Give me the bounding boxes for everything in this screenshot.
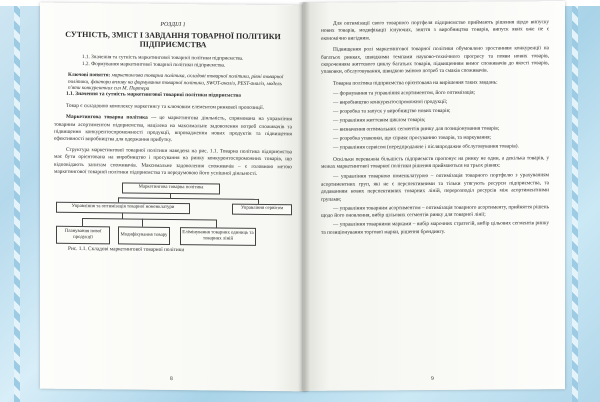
levels-list [321,173,549,237]
paragraph: Оскільки переважна більшість підприємств пропонує на ринку не один, а декілька товарів, у межах маркетингової товарної політики рішення приймаються на трьох рівнях: [321,154,549,170]
keywords-label: Ключові поняття: [68,72,111,79]
term-highlight: Маркетингова товарна політика [66,114,148,121]
diagram-connector [216,219,217,227]
list-item: — розробка упаковки, що сприяє просуванню товарів, та маркування; [333,134,492,142]
diagram-connector [82,218,216,220]
paragraph: Товар є складовою комплексу маркетингу та ключовим елементом ринкової пропозиції. [66,102,264,111]
list-item: — виробництво конкурентоспроможної продукції; [333,99,448,106]
chapter-title: СУТНІСТЬ, ЗМІСТ І ЗАВДАННЯ ТОВАРНОЇ ПОЛІТИКИ ПІДПРИЄМСТВА [65,30,281,50]
right-page [303,1,565,391]
toc-item: 1.1. Значення та сутність маркетингової товарної політики підприємства. [82,54,244,63]
paragraph: Підвищення ролі маркетингової товарної політики обумовлено зростанням конкуренції на багатьох ринках, швидкими темпами науково-технічного прогресу та появи нових товарів, скороченням життєвого циклу багатьох товарів, підвищенням вимог споживачів до якості товарів, упаковки, обслуговування, швидкою зміною потреб та смаків споживачів. [321,45,549,76]
structure-diagram [54,179,292,273]
list-item: — розробка та запуск у виробництво нових товарів; [333,108,451,115]
book-gutter [298,2,310,392]
diagram-box-bottom-3: Елімінування товарних одиниць та товарних ліній [180,227,256,246]
paragraph: Структура маркетингової товарної політики наведена на рис. 1.1. Товарна політика підприємства має бути орієнтована на виробництво і просування на ринку конкурентоспроможних товарів, що відповідають запитам споживачів. Максимальне задоволення споживачів – є головною метою маркетингової товарної політики підприємства та передумовою його успішної діяльності. [54,146,292,177]
diagram-connector [142,218,143,226]
list-item: — управління товарними марками – вибір марочних стратегій, вибір цільових сегментів ринку та позиціонування торгової марки, рішення брендингу. [321,220,549,236]
paragraph: Маркетингова товарна політика — це маркетингова діяльність, спрямована на управління товарним асортиментом підприємства, націлена на максимальне задоволення потреб споживачів та підвищення конкурентоспроможності продукції, впровадження нових продуктів та підвищення ефективності виробництва для одержання прибутку. [54,114,292,144]
section-heading: 1.1. Значення та сутність маркетингової товарної політики підприємства [66,91,241,100]
diagram-box-bottom-2: Модифікування товару [118,226,170,245]
tasks-list [321,89,549,152]
page-number: 9 [431,376,434,383]
diagram-box-bottom-1: Планування нової продукції [56,225,110,244]
list-item: — управління сервісом (передпродажне і післяпродажне обслуговування товарів). [333,143,519,151]
paragraph: Для оптимізації свого товарного портфеля підприємство приймають рішення щодо випуску нових товарів, модифікації існуючих, зняття з виробництва товарів, випуск яких вже не є економічно вигідним. [321,19,549,42]
diagram-box-top: Маркетингова товарна політика [122,182,220,194]
list-item: — формування та управління асортиментом, його оптимізація; [333,89,476,97]
page-number: 8 [170,375,173,382]
cover-pattern [14,6,20,402]
diagram-box-mid-right: Управління сервісом [232,203,292,215]
list-item: — визначення оптимальних сегментів ринку для позиціонування товарів; [333,125,500,133]
diagram-connector [118,197,258,199]
list-item: — управління товарним асортиментом – оптимізація товарного асортименту, прийняття рішень щодо його оновлення, вибір цільових сегментів ринку для товарної лінії; [321,203,549,219]
keywords-block [54,72,292,94]
keywords-text: маркетингова товарна політика, складові товарної політики, рівні товарної політики, фактори впливу на формування товарної політики, SWOT-аналіз, PEST-аналіз, модель п'яти конкурентних сил М. Портера [68,72,284,92]
chapter-toc [54,54,292,69]
paragraph: Товарна політика підприємства орієнтована на вирішення таких завдань: [333,79,498,87]
diagram-connector [82,218,83,226]
toc-item: 1.2. Формування маркетингової товарної політики підприємства. [82,60,226,69]
list-item: — управління життєвим циклом товарів; [333,117,426,124]
chapter-label: РОЗДІЛ 1 [160,21,186,29]
list-item: — управління товарною номенклатурою – оптимізація товарного портфелю з урахуванням асортиментних груп, які не є перспективними та тільки утягують ресурси підприємства, та додаванням нових перспективних товарних ліній, перерозподіл ресурсів між асортиментними групами; [321,172,549,203]
cover-pattern [572,6,578,402]
left-page [40,3,306,392]
diagram-box-mid-left: Управління та оптимізація товарної номенклатури [56,201,190,213]
figure-caption: Рис. 1.1. Складові маркетингової товарної політики [68,245,185,253]
